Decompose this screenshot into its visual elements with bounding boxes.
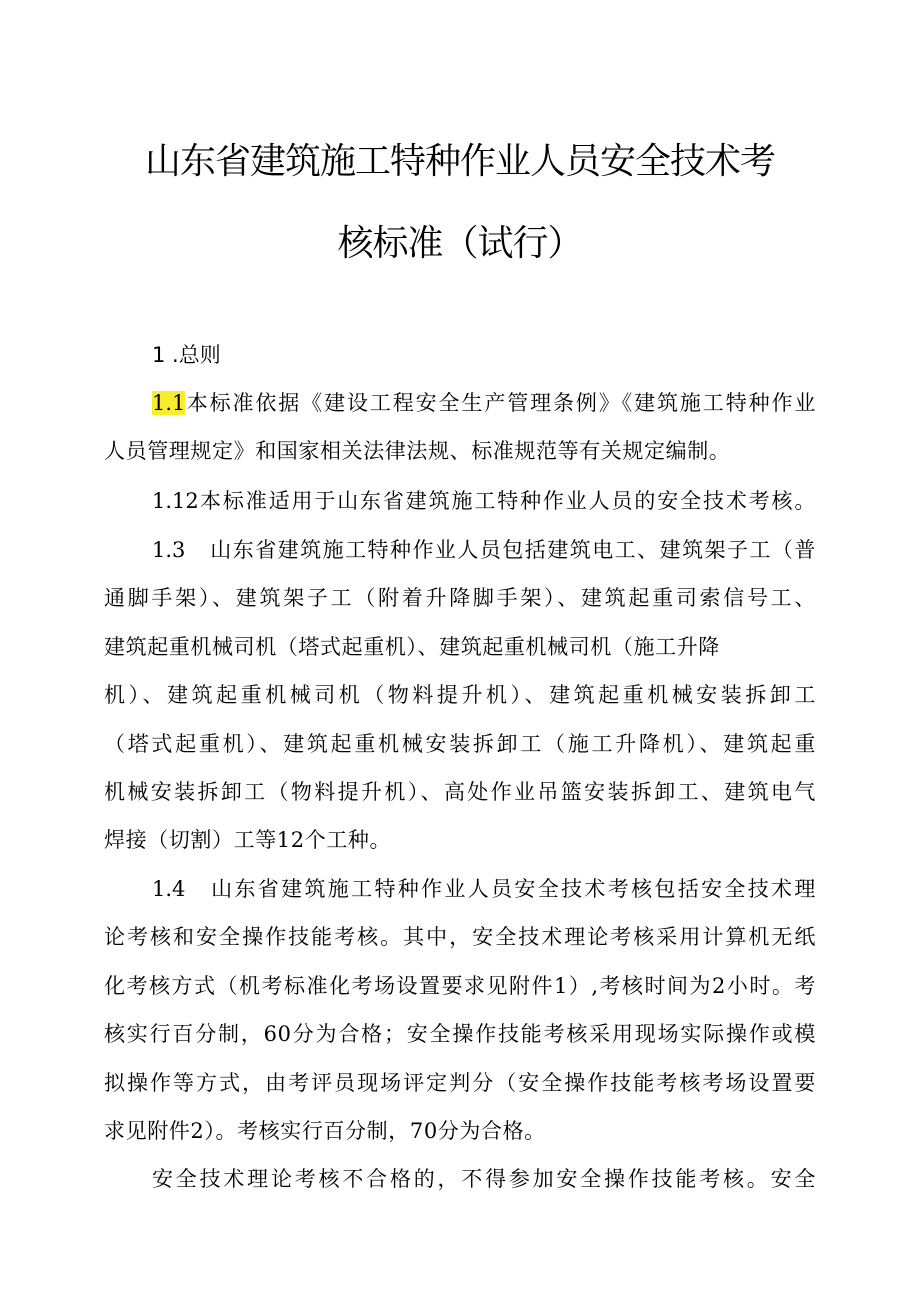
paragraph-1-1-line-2: 人员管理规定》和国家相关法律法规、标准规范等有关规定编制。 <box>104 439 731 463</box>
paragraph-1-3-line-7: 焊接（切割）工等12个工种。 <box>104 828 392 852</box>
paragraph-1-4-line-4: 核实行百分制，60分为合格；安全操作技能考核采用现场实际操作或模 <box>104 1022 816 1046</box>
paragraph-1-2-line-1 <box>152 486 816 516</box>
paragraph-1-4-line-5: 拟操作等方式，由考评员现场评定判分（安全操作技能考核考场设置要 <box>104 1071 816 1095</box>
paragraph-text: 山东省建筑施工特种作业人员安全技术考核包括安全技术理 <box>209 877 816 901</box>
clause-number: 1.4 <box>152 877 186 901</box>
paragraph-text: 山东省建筑施工特种作业人员包括建筑电工、建筑架子工（普 <box>209 538 816 562</box>
paragraph-1-4-line-1 <box>152 874 816 904</box>
paragraph-1-4-line-6: 求见附件2）。考核实行百分制，70分为合格。 <box>104 1119 546 1143</box>
paragraph-1-3-line-4: 机）、建筑起重机械司机（物料提升机）、建筑起重机械安装拆卸工 <box>104 683 816 707</box>
paragraph-1-4-line-3: 化考核方式（机考标准化考场设置要求见附件1）,考核时间为2小时。考 <box>104 974 816 998</box>
paragraph-1-3-line-1 <box>152 535 816 565</box>
section-heading: 1 .总则 <box>152 343 221 367</box>
paragraph-last-line-1: 安全技术理论考核不合格的，不得参加安全操作技能考核。安全 <box>152 1167 816 1191</box>
highlighted-clause-number: 1.1 <box>152 391 186 415</box>
clause-number: 1.12 <box>152 489 199 513</box>
paragraph-1-4-line-2: 论考核和安全操作技能考核。其中，安全技术理论考核采用计算机无纸 <box>104 925 816 949</box>
paragraph-1-3-line-6: 机械安装拆卸工（物料提升机）、高处作业吊篮安装拆卸工、建筑电气 <box>104 780 816 804</box>
paragraph-text: 本标准依据《建设工程安全生产管理条例》《建筑施工特种作业 <box>185 391 816 415</box>
clause-number: 1.3 <box>152 538 186 562</box>
paragraph-text: 本标准适用于山东省建筑施工特种作业人员的安全技术考核。 <box>198 489 816 513</box>
document-title-line-1: 山东省建筑施工特种作业人员安全技术考 <box>144 141 775 182</box>
paragraph-1-1-line-1 <box>152 388 816 418</box>
document-title-line-2: 核标准（试行） <box>337 223 583 264</box>
paragraph-1-3-line-3: 建筑起重机械司机（塔式起重机）、建筑起重机械司机（施工升降 <box>104 635 720 659</box>
paragraph-1-3-line-5: （塔式起重机）、建筑起重机械安装拆卸工（施工升降机）、建筑起重 <box>104 732 816 756</box>
paragraph-1-3-line-2: 通脚手架）、建筑架子工（附着升降脚手架）、建筑起重司索信号工、 <box>104 586 816 610</box>
